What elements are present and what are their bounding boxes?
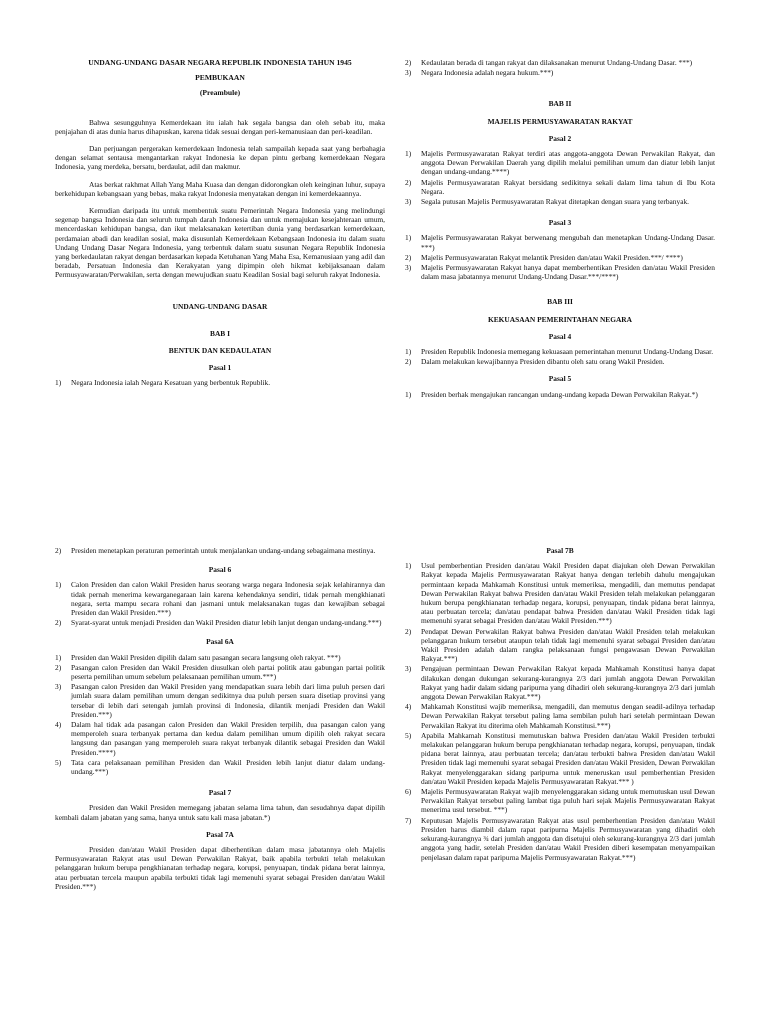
pasal-3-heading: Pasal 3 xyxy=(548,218,572,228)
item-text: Presiden menetapkan peraturan pemerintah untuk menjalankan undang-undang sebagaimana mestinya. xyxy=(71,546,376,555)
document-title: UNDANG-UNDANG DASAR NEGARA REPUBLIK INDONESIA TAHUN 1945 xyxy=(88,58,352,67)
item-number: 3) xyxy=(405,664,412,674)
item-number: 2) xyxy=(405,252,412,262)
list-item xyxy=(405,816,715,862)
page2-right-column xyxy=(405,546,715,863)
item-text: Presiden berhak mengajukan rancangan undang-undang kepada Dewan Perwakilan Rakyat.*) xyxy=(421,389,698,399)
item-number: 1) xyxy=(405,347,412,357)
item-text: Pasangan calon Presiden dan Wakil Presiden diusulkan oleh partai politik atau gabungan partai politik peserta pemilihan umum sebelum pelaksanaan pemilihan umum.***) xyxy=(71,662,385,682)
bab-2-title: MAJELIS PERMUSYAWARATAN RAKYAT xyxy=(487,116,633,126)
list-item xyxy=(55,546,385,555)
item-text: Pendapat Dewan Perwakilan Rakyat bahwa Presiden dan/atau Wakil Presiden telah melakukan pelanggaran hukum tersebut ataupun telah tidak lagi memenuhi syarat sebagai Presiden dan/atau Wakil Presiden adalah dalam rangka pelaksanaan fungsi pengawasan Dewan Perwakilan Rakyat.***) xyxy=(421,626,715,664)
item-number: 3) xyxy=(405,68,412,78)
item-number: 6) xyxy=(405,787,412,797)
bab-1-heading: BAB I xyxy=(210,328,230,338)
item-text: Dalam melakukan kewajibannya Presiden dibantu oleh satu orang Wakil Presiden. xyxy=(421,357,665,367)
item-number: 1) xyxy=(405,233,412,243)
list-item xyxy=(405,627,715,664)
preamble-paragraph: Atas berkat rakhmat Allah Yang Maha Kuasa dan dengan didorongkan oleh keinginan luhur, supaya berkehidupan kebangsaan yang bebas, maka rakyat Indonesia menyatakan dengan ini kemerdekaannya. xyxy=(55,179,385,198)
item-number: 2) xyxy=(405,357,412,367)
item-text: Presiden Republik Indonesia memegang kekuasaan pemerintahan menurut Undang-Undang Dasar. xyxy=(421,347,714,357)
list-item xyxy=(405,664,715,701)
bab-3-heading: BAB III xyxy=(547,297,573,307)
item-number: 3) xyxy=(405,263,412,273)
item-number: 5) xyxy=(405,730,412,740)
item-number: 3) xyxy=(55,682,62,692)
bab-3-title: KEKUASAAN PEMERINTAHAN NEGARA xyxy=(488,314,632,324)
pasal-7a-heading: Pasal 7A xyxy=(206,829,234,839)
item-text: Majelis Permusyawaratan Rakyat melantik Presiden dan/atau Wakil Presiden.***/ ****) xyxy=(421,252,683,262)
item-text: Majelis Permusyawaratan Rakyat terdiri atas anggota-anggota Dewan Perwakilan Rakyat, dan anggota Dewan Perwakilan Daerah yang dipilih melalui pemilihan umum dan diatur lebih lanjut dengan undang-undang.****) xyxy=(421,149,715,177)
item-number: 2) xyxy=(405,626,412,636)
list-item xyxy=(55,580,385,617)
list-item xyxy=(405,702,715,730)
page1-right-column xyxy=(405,58,715,400)
list-item xyxy=(55,618,385,627)
item-text: Majelis Permusyawaratan Rakyat hanya dapat memberhentikan Presiden dan/atau Wakil Presiden dalam masa jabatannya menurut Undang-Undang Dasar.***/****) xyxy=(421,263,715,282)
item-text: Apabila Mahkamah Konstitusi memutuskan bahwa Presiden dan/atau Wakil Presiden terbukti melakukan pelanggaran hukum berupa pengkhianatan terhadap negara, korupsi, penyuapan, tindak pidana berat lainnya, atau perbuatan tercela; dan/atau terbukti bahwa Presiden dan/atau Wakil Presiden tidak lagi memenuhi syarat sebagai Presiden dan/atau Wakil Presiden, Dewan Perwakilan Rakyat menyelenggarakan sidang paripurna untuk meneruskan usul pemberhentian Presiden dan/atau Wakil Presiden kepada Majelis Permusyawaratan Rakyat.*** ) xyxy=(421,730,715,786)
list-item xyxy=(55,682,385,719)
item-text: Kedaulatan berada di tangan rakyat dan dilaksanakan menurut Undang-Undang Dasar. ***) xyxy=(421,58,693,67)
pasal-7-heading: Pasal 7 xyxy=(208,788,232,798)
item-number: 1) xyxy=(405,149,412,159)
document-page-2 xyxy=(0,512,768,1024)
list-item xyxy=(405,561,715,625)
list-item xyxy=(405,253,715,262)
bab-1-title: BENTUK DAN KEDAULATAN xyxy=(168,346,272,356)
list-item xyxy=(55,653,385,662)
item-number: 4) xyxy=(55,720,62,730)
list-item xyxy=(405,357,715,366)
item-text: Pengajuan permintaan Dewan Perwakilan Rakyat kepada Mahkamah Konstitusi hanya dapat dilakukan dengan dukungan sekurang-kurangnya 2/3 dari jumlah anggota Dewan Perwakilan Rakyat yang hadir dalam sidang paripurna yang dihadiri oleh sekurang-kurangnya 2/3 dari jumlah anggota Dewan Perwakilan Rakyat.***) xyxy=(421,664,715,702)
item-number: 1) xyxy=(405,389,412,399)
pasal-1-heading: Pasal 1 xyxy=(208,363,232,373)
list-item xyxy=(55,758,385,776)
preamble-subheading: (Preambule) xyxy=(199,88,241,98)
list-item xyxy=(405,149,715,177)
item-number: 2) xyxy=(405,177,412,187)
item-number: 4) xyxy=(405,702,412,712)
item-number: 1) xyxy=(55,378,62,388)
item-number: 3) xyxy=(405,197,412,207)
list-item xyxy=(55,720,385,757)
item-text: Majelis Permusyawaratan Rakyat wajib menyelenggarakan sidang untuk memutuskan usul Dewan Perwakilan Rakyat tersebut paling lambat tiga puluh hari sejak Majelis Permusyawaratan Rakyat menerima usul tersebut. ***) xyxy=(421,787,715,815)
list-item xyxy=(405,390,715,399)
uud-heading: UNDANG-UNDANG DASAR xyxy=(172,301,268,311)
list-item xyxy=(55,378,385,387)
item-number: 2) xyxy=(55,546,62,555)
item-text: Dalam hal tidak ada pasangan calon Presiden dan Wakil Presiden terpilih, dua pasangan calon yang memperoleh suara terbanyak pertama dan kedua dalam pemilihan umum dipilih oleh rakyat secara langsung dan pasangan yang memperoleh suara rakyat terbanyak dilantik sebagai Presiden dan Wakil Presiden.****) xyxy=(71,720,385,757)
pasal-2-heading: Pasal 2 xyxy=(548,133,572,143)
item-number: 2) xyxy=(405,58,412,67)
list-item xyxy=(405,68,715,77)
pasal-6-heading: Pasal 6 xyxy=(208,565,232,575)
list-item xyxy=(405,263,715,281)
pasal-6a-heading: Pasal 6A xyxy=(206,637,234,647)
preamble-paragraph: Dan perjuangan pergerakan kemerdekaan Indonesia telah sampailah kepada saat yang berbahagia dengan selamat sentausa mengantarkan rakyat Indonesia ke depan pintu gerbang kemerdekaan Negara Indonesia, yang merdeka, bersatu, berdaulat, adil dan makmur. xyxy=(55,144,385,172)
list-item xyxy=(405,197,715,206)
list-item xyxy=(405,731,715,786)
item-text: Negara Indonesia ialah Negara Kesatuan yang berbentuk Republik. xyxy=(71,378,271,388)
preamble-paragraph: Kemudian daripada itu untuk membentuk suatu Pemerintah Negara Indonesia yang melindungi segenap bangsa Indonesia dan seluruh tumpah darah Indonesia dan untuk memajukan kesejahteraan umum, mencerdaskan kehidupan bangsa, dan ikut melaksanakan ketertiban dunia yang berdasarkan kemerdekaan, perdamaian abadi dan keadilan sosial, maka disusunlah Kemerdekaan Kebangsaan Indonesia itu dalam suatu Undang Undang Dasar Negara Indonesia, yang terbentuk dalam suatu susunan Negara Republik Indonesia yang berkedaulatan rakyat dengan berdasarkan kepada Ketuhanan Yang Maha Esa, Kemanusiaan yang adil dan beradab, Persatuan Indonesia dan Kerakyatan yang dipimpin oleh hikmat kebijaksanaan dalam Permusyawaratan/Perwakilan, serta dengan mewujudkan suatu Keadilan Sosial bagi seluruh rakyat Indonesia. xyxy=(55,206,385,280)
item-text: Negara Indonesia adalah negara hukum.***) xyxy=(421,68,554,78)
item-text: Tata cara pelaksanaan pemilihan Presiden dan Wakil Presiden lebih lanjut diatur dalam undang-undang.***) xyxy=(71,757,385,777)
item-text: Usul pemberhentian Presiden dan/atau Wakil Presiden dapat diajukan oleh Dewan Perwakilan Rakyat kepada Majelis Permusyawaratan Rakyat hanya dengan terlebih dahulu mengajukan permintaan kepada Mahkamah Konstitusi untuk memeriksa, mengadili, dan memutus pendapat Dewan Perwakilan Rakyat bahwa Presiden dan/atau Wakil Presiden telah melakukan pelanggaran hukum berupa pengkhianatan terhadap negara, korupsi, penyuapan, tindak pidana berat lainnya, atau perbuatan tercela; dan/atau pendapat bahwa Presiden dan/atau Wakil Presiden tidak lagi memenuhi syarat sebagai Presiden dan/atau Wakil Presiden.***) xyxy=(421,561,715,626)
pasal-5-heading: Pasal 5 xyxy=(548,374,572,384)
item-text: Majelis Permusyawaratan Rakyat bersidang sedikitnya sekali dalam lima tahun di Ibu Kota Negara. xyxy=(421,177,715,196)
list-item xyxy=(405,233,715,251)
pasal-7a-text: Presiden dan/atau Wakil Presiden dapat diberhentikan dalam masa jabatannya oleh Majelis Permusyawaratan Rakyat atas usul Dewan Perwakilan Rakyat, baik apabila terbukti telah melakukan pelanggaran hukum berupa pengkhianatan terhadap negara, korupsi, penyuapan, tindak pidana berat lainnya, atau perbuatan tercela maupun apabila terbukti tidak lagi memenuhi syarat sebagai Presiden dan/atau Wakil Presiden.***) xyxy=(55,845,385,891)
item-text: Syarat-syarat untuk menjadi Presiden dan Wakil Presiden diatur lebih lanjut dengan undang-undang.***) xyxy=(71,618,382,628)
item-number: 7) xyxy=(405,815,412,825)
bab-2-heading: BAB II xyxy=(548,99,572,109)
item-text: Mahkamah Konstitusi wajib memeriksa, mengadili, dan memutus dengan seadil-adilnya terhadap Dewan Perwakilan Rakyat tersebut paling lama sembilan puluh hari setelah permintaan Dewan Perwakilan Rakyat itu diterima oleh Mahkamah Konstitusi.***) xyxy=(421,702,715,730)
item-text: Pasangan calon Presiden dan Wakil Presiden yang mendapatkan suara lebih dari lima puluh persen dari jumlah suara dalam pemilihan umum dengan sedikitnya dua puluh persen suara disetiap provinsi yang tersebar di lebih dari setengah jumlah provinsi di Indonesia, dilantik menjadi Presiden dan Wakil Presiden.***) xyxy=(71,682,385,719)
list-item xyxy=(55,663,385,681)
page2-left-column xyxy=(55,546,385,899)
pasal-7-text: Presiden dan Wakil Presiden memegang jabatan selama lima tahun, dan sesudahnya dapat dipilih kembali dalam jabatan yang sama, hanya untuk satu kali masa jabatan.*) xyxy=(55,803,385,822)
list-item xyxy=(405,58,715,67)
item-number: 1) xyxy=(55,652,62,662)
preamble-paragraph: Bahwa sesungguhnya Kemerdekaan itu ialah hak segala bangsa dan oleh sebab itu, maka penjajahan di atas dunia harus dihapuskan, karena tidak sesuai dengan peri-kemanusiaan dan peri-keadilan. xyxy=(55,117,385,136)
item-text: Calon Presiden dan calon Wakil Presiden harus seorang warga negara Indonesia sejak kelahirannya dan tidak pernah menerima kewarganegaraan lain karena kehendaknya sendiri, tidak pernah mengkhianati negara, serta mampu secara rohani dan jasmani untuk melaksanakan tugas dan kewajiban sebagai Presiden dan Wakil Presiden.***) xyxy=(71,580,385,618)
item-text: Keputusan Majelis Permusyawaratan Rakyat atas usul pemberhentian Presiden dan/atau Wakil Presiden harus diambil dalam rapat paripurna Majelis Permusyawaratan yang dihadiri oleh sekurang-kurangnya ¾ dari jumlah anggota dan disetujui oleh sekurang-kurangnya 2/3 dari jumlah anggota yang hadir, setelah Presiden dan/atau Wakil Presiden diberi kesempatan menyampaikan penjelasan dalam rapat paripurna Majelis Permusyawaratan Rakyat.***) xyxy=(421,815,715,862)
page1-left-column xyxy=(55,58,385,389)
item-number: 5) xyxy=(55,757,62,767)
item-number: 2) xyxy=(55,618,62,628)
item-text: Presiden dan Wakil Presiden dipilih dalam satu pasangan secara langsung oleh rakyat. ***) xyxy=(71,652,341,662)
pasal-4-heading: Pasal 4 xyxy=(548,331,572,341)
preamble-heading: PEMBUKAAN xyxy=(195,73,245,83)
pasal-7b-heading: Pasal 7B xyxy=(546,546,574,555)
item-number: 1) xyxy=(405,561,412,571)
item-text: Segala putusan Majelis Permusyawaratan Rakyat ditetapkan dengan suara yang terbanyak. xyxy=(421,197,690,207)
list-item xyxy=(405,347,715,356)
list-item xyxy=(405,178,715,196)
item-number: 1) xyxy=(55,580,62,590)
list-item xyxy=(405,787,715,815)
item-number: 2) xyxy=(55,662,62,672)
item-text: Majelis Permusyawaratan Rakyat berwenang mengubah dan menetapkan Undang-Undang Dasar. ***) xyxy=(421,233,715,252)
